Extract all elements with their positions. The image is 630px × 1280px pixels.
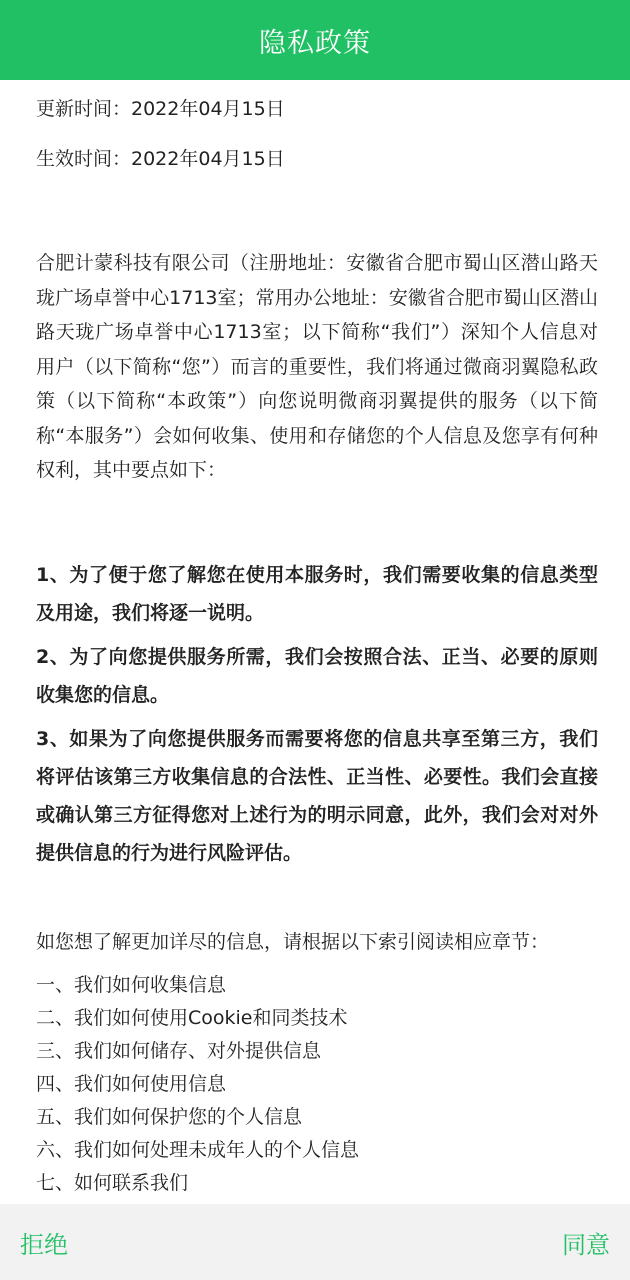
- policy-scroll-area[interactable]: [0, 80, 630, 1204]
- index-intro: 如您想了解更加详尽的信息，请根据以下索引阅读相应章节：: [36, 930, 550, 953]
- key-point: 3、如果为了向您提供服务而需要将您的信息共享至第三方，我们将评估该第三方收集信息的合法性、正当性、必要性。我们会直接或确认第三方征得您对上述行为的明示同意，此外，我们会对对外提供信息的行为进行风险评估。: [36, 727, 598, 864]
- effective-time: 生效时间：2022年04月15日: [36, 148, 285, 170]
- key-point: 2、为了向您提供服务所需，我们会按照合法、正当、必要的原则收集您的信息。: [36, 645, 598, 706]
- index-item: 三、我们如何储存、对外提供信息: [36, 1039, 322, 1062]
- index-item: 二、我们如何使用Cookie和同类技术: [36, 1006, 348, 1029]
- agree-button[interactable]: 同意: [562, 1230, 610, 1259]
- index-item: 五、我们如何保护您的个人信息: [36, 1105, 303, 1128]
- title-bar: [0, 0, 630, 80]
- update-time: 更新时间：2022年04月15日: [36, 98, 285, 120]
- key-point: 1、为了便于您了解您在使用本服务时，我们需要收集的信息类型及用途，我们将逐一说明。: [36, 563, 598, 624]
- section-index: [36, 969, 598, 1200]
- page-title: 隐私政策: [259, 27, 371, 59]
- index-item: 四、我们如何使用信息: [36, 1072, 227, 1095]
- action-bar: [0, 1204, 630, 1280]
- index-item: 七、如何联系我们: [36, 1171, 189, 1194]
- index-item: 一、我们如何收集信息: [36, 973, 227, 996]
- reject-button[interactable]: 拒绝: [20, 1230, 68, 1259]
- intro-paragraph: 合肥计蒙科技有限公司（注册地址：安徽省合肥市蜀山区潜山路天珑广场卓誉中心1713室；常用办公地址：安徽省合肥市蜀山区潜山路天珑广场卓誉中心1713室；以下简称“我们”）深知个人信息对用户（以下简称“您”）而言的重要性，我们将通过微商羽翼隐私政策（以下简称“本政策”）向您说明微商羽翼提供的服务（以下简称“本服务”）会如何收集、使用和存储您的个人信息及您享有何种权利，其中要点如下：: [36, 252, 598, 481]
- key-points: [36, 556, 598, 872]
- index-item: 六、我们如何处理未成年人的个人信息: [36, 1138, 360, 1161]
